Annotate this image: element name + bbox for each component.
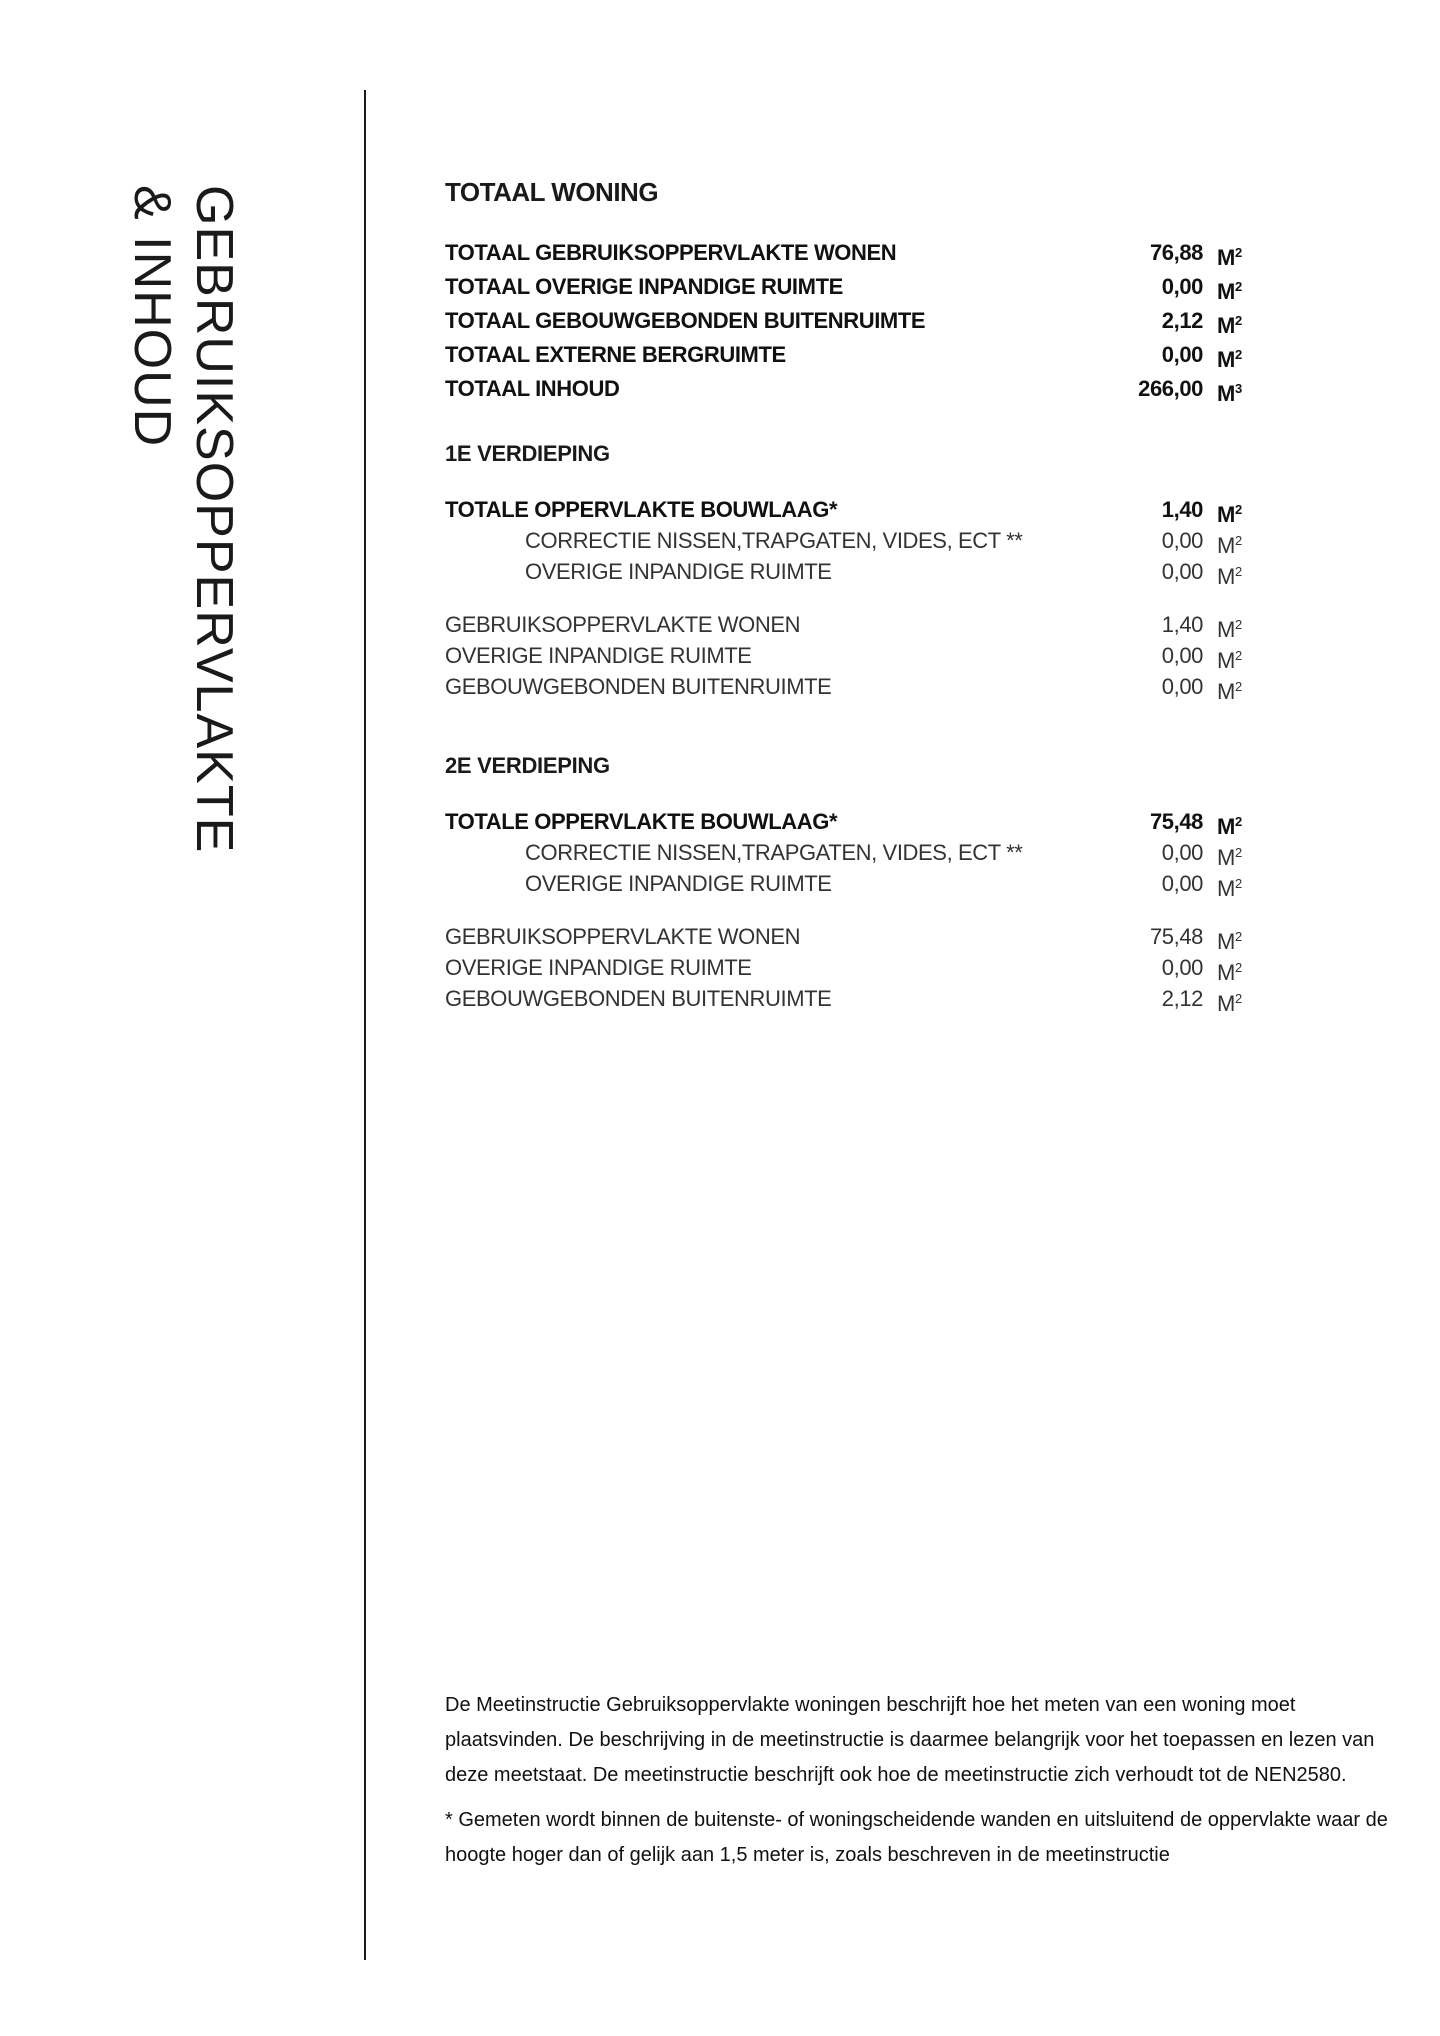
row-label: GEBOUWGEBONDEN BUITENRUIMTE: [445, 674, 832, 699]
row-value: 0,00: [1161, 342, 1203, 367]
row-value: 75,48: [1149, 809, 1203, 834]
row-label: GEBRUIKSOPPERVLAKTE WONEN: [445, 612, 801, 637]
row-unit: $M^2$: [1217, 502, 1242, 527]
row-value: 0,00: [1161, 559, 1203, 584]
totaal-row: [445, 304, 1245, 338]
floor1-summary-row: [445, 640, 1245, 671]
totaal-row: [445, 338, 1245, 372]
totaal-row: [445, 372, 1245, 406]
row-unit: $M^2$: [1217, 533, 1242, 558]
row-unit: $M^2$: [1217, 347, 1242, 372]
floor2-summary-row: [445, 983, 1245, 1014]
note-meetinstructie: De Meetinstructie Gebruiksoppervlakte woningen beschrijft hoe het meten van een woning moet plaatsvinden. De beschrijving in de meetinstructie is daarmee belangrijk voor het toepassen en lezen van deze meetstaat. De meetinstructie beschrijft ook hoe de meetinstructie zich verhoudt tot de NEN2580.: [445, 1694, 1375, 1786]
floor1-summary-row: [445, 671, 1245, 702]
row-value: 2,12: [1161, 308, 1203, 333]
measurement-table: [445, 170, 1245, 1014]
row-unit: $M^2$: [1217, 648, 1242, 673]
row-value: 0,00: [1161, 871, 1203, 896]
floor2-summary-row: [445, 952, 1245, 983]
row-label: CORRECTIE NISSEN,TRAPGATEN, VIDES, ECT **: [525, 528, 1023, 553]
floor1-correction-row: [445, 525, 1245, 556]
row-label: OVERIGE INPANDIGE RUIMTE: [445, 955, 752, 980]
row-unit: $M^2$: [1217, 279, 1242, 304]
floor2-total-row: [445, 806, 1245, 837]
row-value: 0,00: [1161, 528, 1203, 553]
row-unit: $M^2$: [1217, 960, 1242, 985]
totaal-rows: [445, 236, 1245, 406]
row-unit: $M^2$: [1217, 564, 1242, 589]
row-value: 0,00: [1161, 840, 1203, 865]
row-label: TOTAAL GEBRUIKSOPPERVLAKTE WONEN: [445, 240, 897, 265]
row-unit: $M^2$: [1217, 845, 1242, 870]
row-value: 0,00: [1161, 955, 1203, 980]
row-label: TOTAAL GEBOUWGEBONDEN BUITENRUIMTE: [445, 308, 926, 333]
row-value: 2,12: [1161, 986, 1203, 1011]
row-unit: $M^2$: [1217, 245, 1242, 270]
row-value: 1,40: [1161, 497, 1203, 522]
row-unit: $M^2$: [1217, 929, 1242, 954]
section-title-floor2: 2E VERDIEPING: [445, 753, 610, 778]
floor1-total-row: [445, 494, 1245, 525]
row-value: 0,00: [1161, 674, 1203, 699]
note-gemeten: * Gemeten wordt binnen de buitenste- of woningscheidende wanden en uitsluitend de oppervlakte waar de hoogte hoger dan of gelijk aan 1,5 meter is, zoals beschreven in de meetinstructie: [445, 1809, 1388, 1866]
section-title-totaal: TOTAAL WONING: [445, 177, 659, 207]
row-value: 76,88: [1149, 240, 1203, 265]
row-unit: $M^2$: [1217, 814, 1242, 839]
footnotes: [445, 1688, 1395, 1883]
row-label: TOTAAL OVERIGE INPANDIGE RUIMTE: [445, 274, 843, 299]
row-value: 0,00: [1161, 643, 1203, 668]
row-unit: $M^2$: [1217, 679, 1242, 704]
row-unit: $M^3$: [1217, 381, 1242, 406]
row-label: TOTAAL EXTERNE BERGRUIMTE: [445, 342, 786, 367]
side-title: [115, 185, 245, 925]
floor2-summary-row: [445, 921, 1245, 952]
row-label: GEBRUIKSOPPERVLAKTE WONEN: [445, 924, 801, 949]
row-value: 266,00: [1138, 376, 1203, 401]
row-label: TOTALE OPPERVLAKTE BOUWLAAG*: [445, 497, 838, 522]
floor1-summary-row: [445, 609, 1245, 640]
side-title-line2: & INHOUD: [123, 185, 181, 448]
totaal-row: [445, 270, 1245, 304]
floor2-correction-row: [445, 868, 1245, 899]
row-label: OVERIGE INPANDIGE RUIMTE: [525, 559, 832, 584]
totaal-row: [445, 236, 1245, 270]
floor2-correction-row: [445, 837, 1245, 868]
row-label: TOTALE OPPERVLAKTE BOUWLAAG*: [445, 809, 838, 834]
row-value: 0,00: [1161, 274, 1203, 299]
row-unit: $M^2$: [1217, 876, 1242, 901]
row-label: TOTAAL INHOUD: [445, 376, 620, 401]
side-title-line1: GEBRUIKSOPPERVLAKTE: [185, 185, 243, 854]
section-title-floor1: 1E VERDIEPING: [445, 441, 610, 466]
row-label: CORRECTIE NISSEN,TRAPGATEN, VIDES, ECT **: [525, 840, 1023, 865]
row-label: OVERIGE INPANDIGE RUIMTE: [525, 871, 832, 896]
row-value: 75,48: [1149, 924, 1203, 949]
row-value: 1,40: [1161, 612, 1203, 637]
row-unit: $M^2$: [1217, 617, 1242, 642]
floor1-correction-row: [445, 556, 1245, 587]
row-unit: $M^2$: [1217, 313, 1242, 338]
row-label: OVERIGE INPANDIGE RUIMTE: [445, 643, 752, 668]
row-label: GEBOUWGEBONDEN BUITENRUIMTE: [445, 986, 832, 1011]
row-unit: $M^2$: [1217, 991, 1242, 1016]
vertical-divider: [364, 90, 366, 1960]
